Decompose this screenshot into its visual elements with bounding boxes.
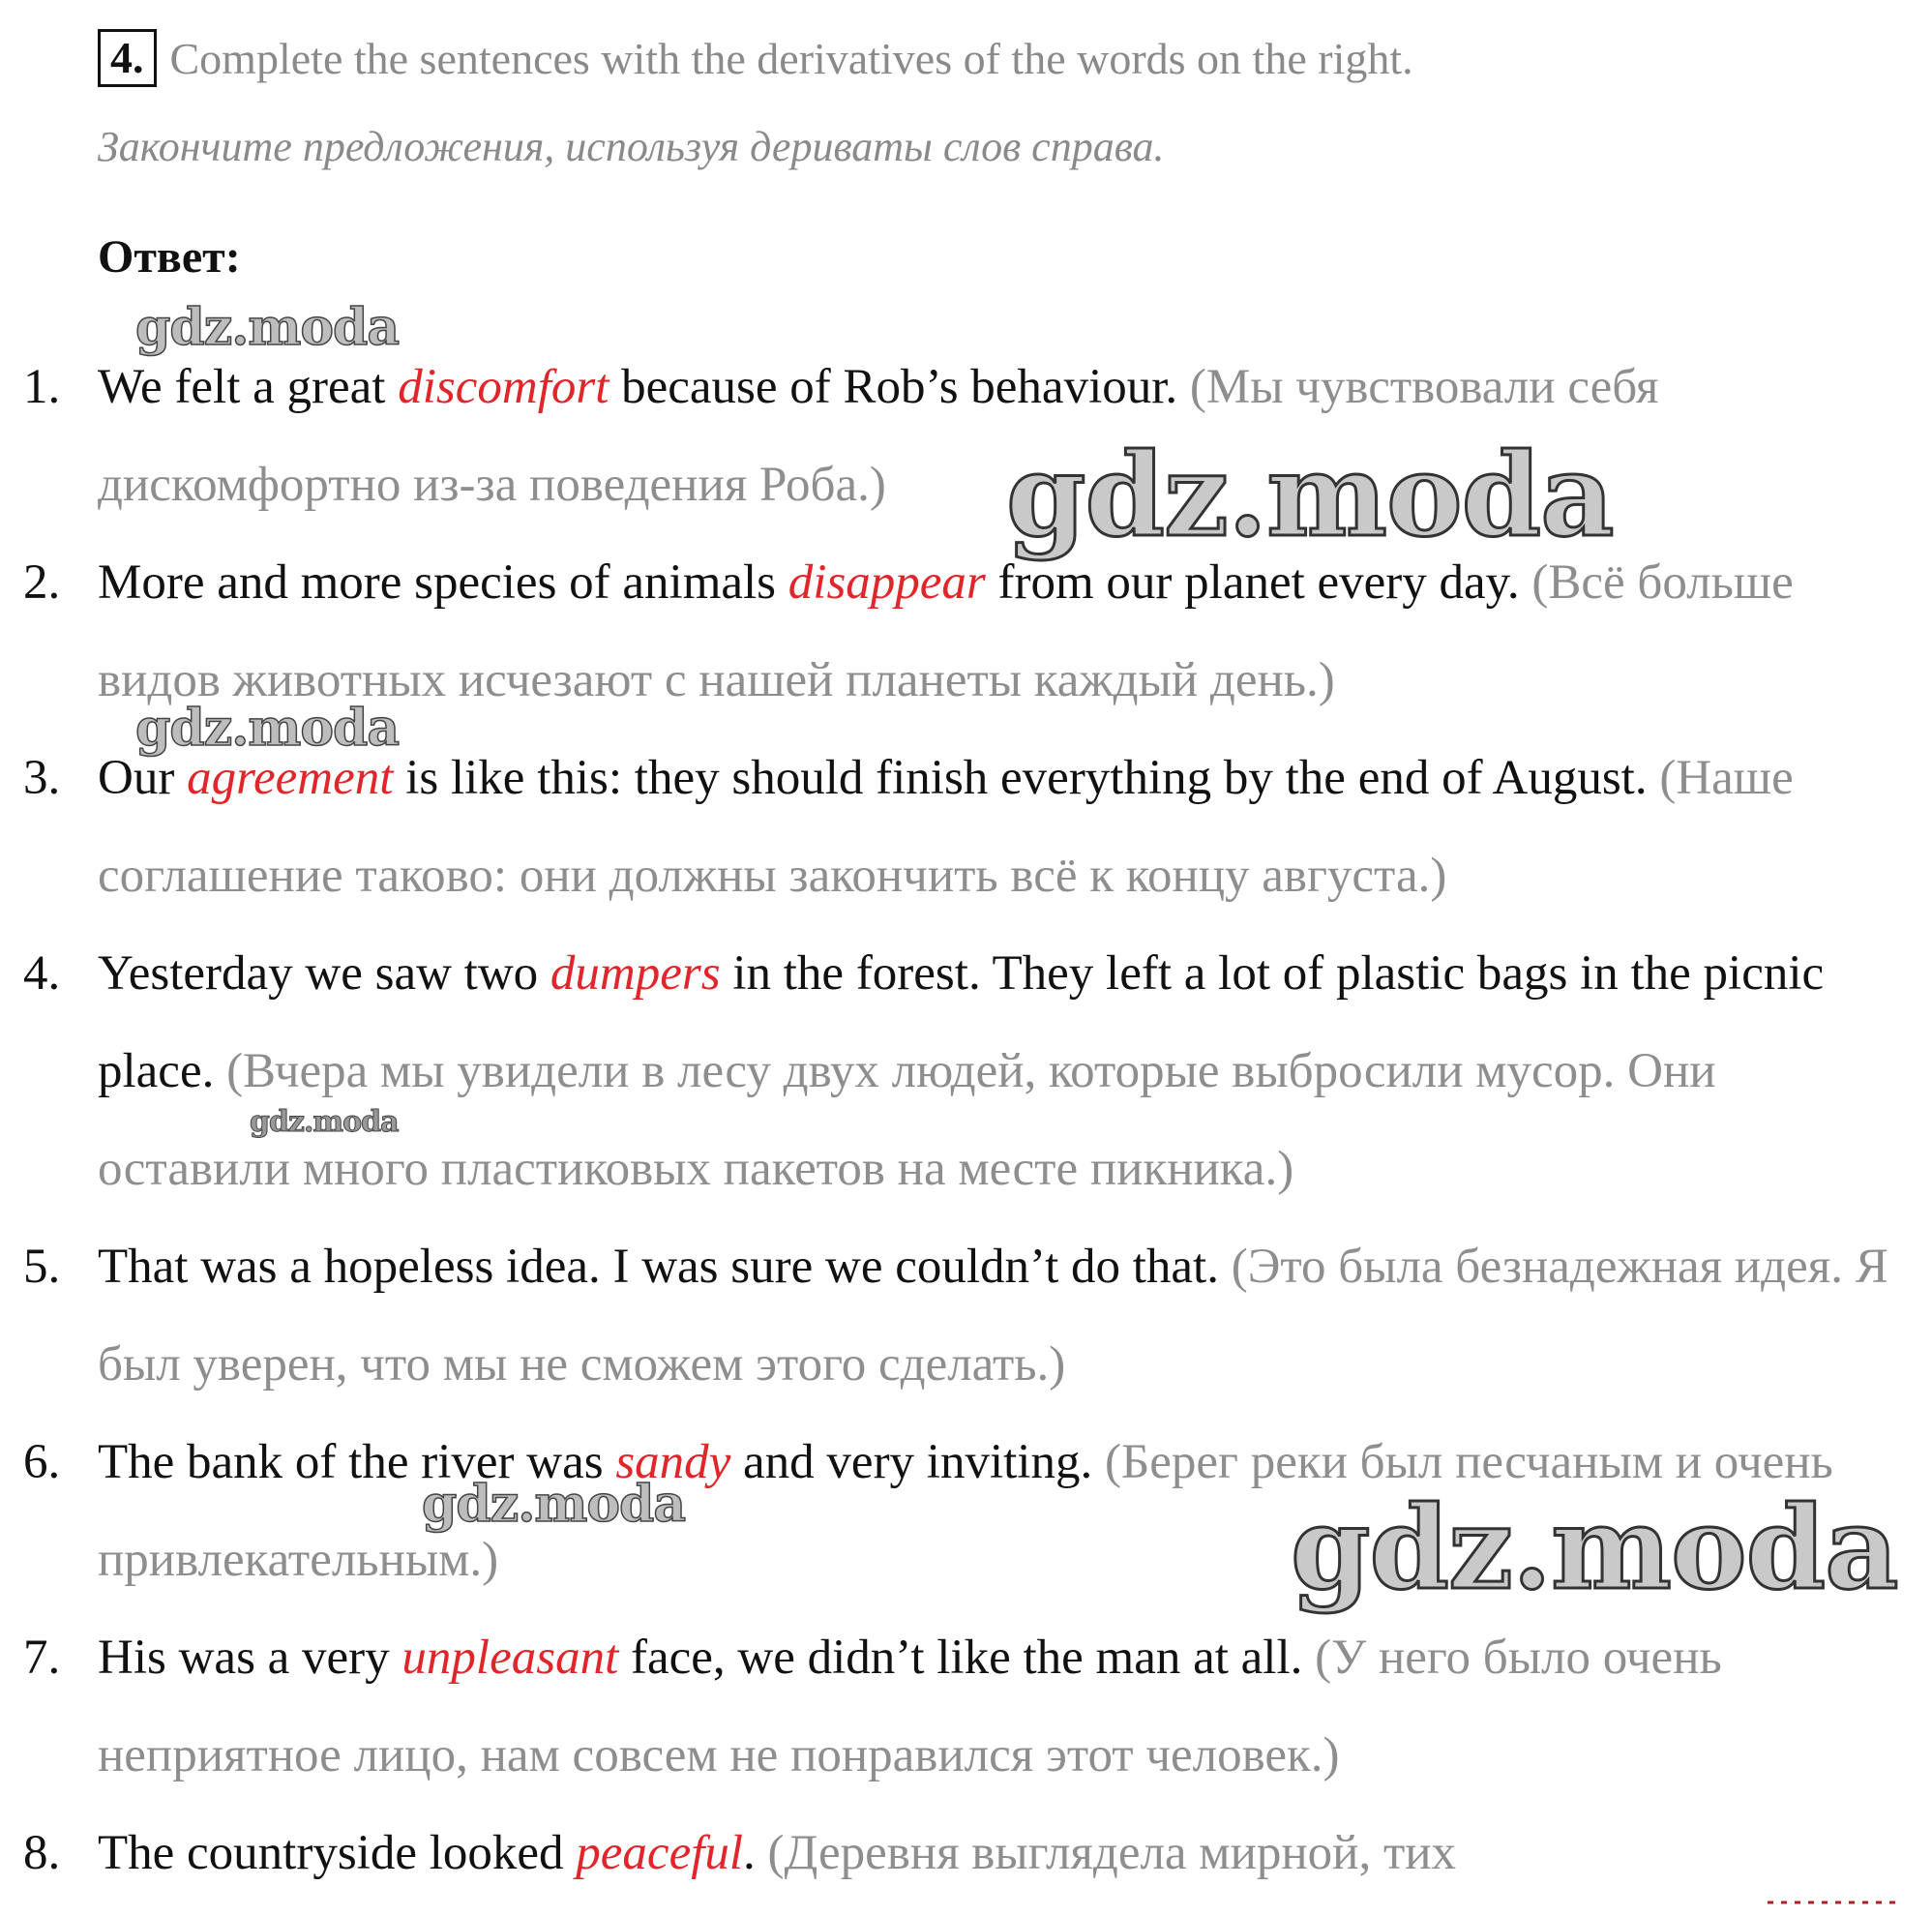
item-number: 5. xyxy=(23,1240,61,1294)
answer-word: discomfort xyxy=(398,360,609,414)
translation: (Всё больше видов животных исчезают с нашей планеты каждый день.) xyxy=(98,555,1794,707)
sentence-after: because of Rob’s behaviour. xyxy=(609,360,1178,414)
sentence-before: We felt a great xyxy=(98,360,399,414)
answer-word: disappear xyxy=(788,555,986,610)
item-number: 6. xyxy=(23,1435,61,1489)
exercise-number: 4. xyxy=(98,29,157,87)
item-text xyxy=(98,534,1912,730)
item-number: 1. xyxy=(23,360,61,414)
watermark: gdz.moda xyxy=(1291,1481,1898,1615)
list-item xyxy=(23,1609,1919,1805)
answer-word: sandy xyxy=(615,1435,731,1489)
item-text xyxy=(98,730,1912,925)
answer-word: dumpers xyxy=(550,946,721,1001)
watermark: gdz.moda xyxy=(250,1105,399,1139)
list-item xyxy=(23,339,1919,534)
item-number: 2. xyxy=(23,555,61,610)
item-number: 3. xyxy=(23,751,61,805)
sentence-before: Our xyxy=(98,751,188,805)
watermark: gdz.moda xyxy=(135,298,400,357)
answer-heading: Ответ: xyxy=(98,231,241,283)
answer-list xyxy=(23,339,1919,1902)
translation: (Это была безнадежная идея. Я был уверен, что мы не сможем этого сделать.) xyxy=(98,1240,1888,1392)
sentence-before: His was a very xyxy=(98,1631,402,1685)
list-item xyxy=(23,1218,1919,1414)
item-text xyxy=(98,1609,1912,1805)
item-number: 4. xyxy=(23,946,61,1001)
watermark: gdz.moda xyxy=(422,1475,686,1534)
item-text xyxy=(98,1414,1912,1609)
list-item xyxy=(23,1805,1919,1902)
answer-word: peaceful xyxy=(576,1826,744,1880)
item-text xyxy=(98,1218,1912,1414)
list-item xyxy=(23,730,1919,925)
sentence-before: Yesterday we saw two xyxy=(98,946,550,1001)
item-text xyxy=(98,1805,1912,1902)
sentence-before: The countryside looked xyxy=(98,1826,577,1880)
page-corner-mark xyxy=(1758,1858,1932,1916)
translation: (У него было очень неприятное лицо, нам совсем не понравился этот человек.) xyxy=(98,1631,1722,1782)
sentence-after: face, we didn’t like the man at all. xyxy=(618,1631,1303,1685)
translation: (Берег реки был песчаным и очень привлекательным.) xyxy=(98,1435,1833,1587)
answer-word: unpleasant xyxy=(401,1631,619,1685)
item-number: 8. xyxy=(23,1826,61,1880)
sentence-after: in the forest. They left a lot of plastic bags in the picnic place. xyxy=(98,946,1825,1098)
sentence-after: is like this: they should finish everything by the end of August. xyxy=(393,751,1648,805)
item-number: 7. xyxy=(23,1631,61,1685)
sentence-before: The bank of the river was xyxy=(98,1435,616,1489)
sentence-after: from our planet every day. xyxy=(985,555,1520,610)
list-item xyxy=(23,534,1919,730)
instruction-russian: Закончите предложения, используя дериваты слов справа. xyxy=(98,123,1165,170)
sentence-after: and very inviting. xyxy=(730,1435,1093,1489)
answer-word: agreement xyxy=(187,751,394,805)
list-item xyxy=(23,1414,1919,1609)
translation: (Мы чувствовали себя дискомфортно из-за поведения Роба.) xyxy=(98,360,1659,512)
instruction-english: Complete the sentences with the derivatives of the words on the right. xyxy=(169,33,1413,83)
watermark: gdz.moda xyxy=(1006,428,1614,562)
watermark: gdz.moda xyxy=(135,699,400,758)
sentence-after: . xyxy=(743,1826,756,1880)
item-text xyxy=(98,339,1912,534)
translation: (Деревня выглядела мирной, тих xyxy=(755,1826,1457,1880)
sentence-before: More and more species of animals xyxy=(98,555,788,610)
translation: (Наше соглашение таково: они должны закончить всё к концу августа.) xyxy=(98,751,1794,903)
sentence-before: That was a hopeless idea. I was sure we couldn’t do that. xyxy=(98,1240,1219,1294)
list-item xyxy=(23,925,1919,1218)
translation: (Вчера мы увидели в лесу двух людей, которые выбросили мусор. Они оставили много пластиковых пакетов на месте пикника.) xyxy=(98,1044,1716,1196)
exercise-header xyxy=(98,27,1413,89)
item-text xyxy=(98,925,1912,1218)
